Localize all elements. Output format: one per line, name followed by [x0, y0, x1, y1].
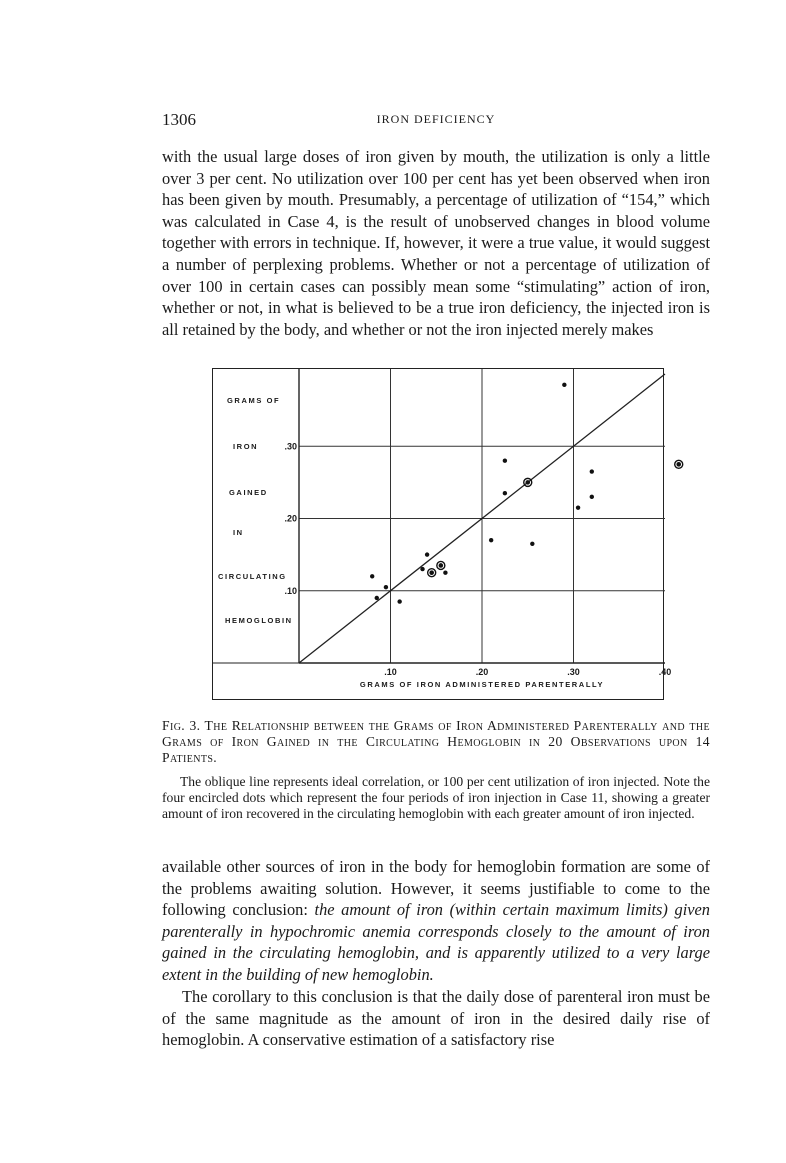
body-paragraph-1: with the usual large doses of iron given by mouth, the utilization is only a little over 3 per cent. No utilization over 100 per cent has yet been observed when iron has been given by mouth. Presumably, a percentage of utilization of “154,” which was calculated in Case 4, is the result of unobserved changes in blood volume together with errors in technique. If, however, it were a true value, it would suggest a number of perplexing problems. Whether or not a percentage of utilization of over 100 in certain cases can possibly mean some “stimulating” action of iron, whether or not, in what is believed to be a true iron deficiency, the injected iron is all retained by the body, and whether or not the iron injected merely makes	[162, 147, 710, 339]
page-header	[162, 110, 710, 132]
data-point	[370, 574, 374, 578]
data-point	[576, 505, 580, 509]
figure-3-chart	[212, 368, 672, 700]
data-point	[425, 552, 429, 556]
data-point	[590, 495, 594, 499]
y-tick-label: .10	[284, 585, 297, 596]
encircled-data-point	[429, 570, 434, 575]
data-point	[590, 469, 594, 473]
encircled-data-point	[676, 462, 681, 467]
y-tick-label: .30	[284, 441, 297, 452]
conclusion-italic: the amount of iron (within certain maximum limits) given parenterally in hypochromic anemia corresponds closely to the amount of iron gained in the circulating hemoglobin, and is apparently utilized to a very large extent in the building of new hemoglobin.	[162, 900, 710, 984]
paragraph-2-text: available other sources of iron in the body for hemoglobin formation are some of the problems awaiting solution. However, it seems justifiable to come to the following conclusion:	[162, 857, 710, 920]
data-point	[530, 542, 534, 546]
x-tick-label: .40	[658, 667, 672, 677]
body-paragraph-2	[162, 856, 710, 986]
y-axis-label-line: GRAMS OF	[227, 396, 281, 405]
data-point	[562, 383, 566, 387]
data-point	[503, 491, 507, 495]
y-axis-label-line: GAINED	[229, 488, 268, 497]
x-axis-label: GRAMS OF IRON ADMINISTERED PARENTERALLY	[359, 680, 605, 689]
y-axis-label-line: IRON	[233, 442, 259, 451]
page-number: 1306	[162, 110, 196, 129]
data-point	[489, 538, 493, 542]
body-paragraph-3: The corollary to this conclusion is that the daily dose of parenteral iron must be of the same magnitude as the amount of iron in the desired daily rise of hemoglobin. A conservative estimation of a satisfactory rise	[162, 987, 710, 1050]
scatter-plot	[213, 369, 672, 701]
y-tick-label: .20	[284, 513, 297, 524]
running-title: IRON DEFICIENCY	[376, 112, 496, 126]
data-point	[420, 567, 424, 571]
y-axis-label-line: HEMOGLOBIN	[225, 616, 293, 625]
x-tick-label: .30	[567, 667, 580, 677]
y-axis-label-line: CIRCULATING	[218, 572, 287, 581]
x-tick-label: .20	[475, 667, 489, 677]
data-point	[443, 570, 447, 574]
data-point	[384, 585, 388, 589]
y-axis-label-line: IN	[233, 528, 244, 537]
data-point	[375, 596, 379, 600]
data-point	[397, 599, 401, 603]
figure-caption-title: Fig. 3. The Relationship between the Grams of Iron Administered Parenterally and the Grams of Iron Gained in the Circulating Hemoglobin in 20 Observations upon 14 Patients.	[162, 718, 710, 766]
data-point	[503, 459, 507, 463]
encircled-data-point	[525, 480, 530, 485]
x-tick-label: .10	[384, 667, 397, 677]
encircled-data-point	[439, 563, 444, 568]
figure-caption-text: The oblique line represents ideal correlation, or 100 per cent utilization of iron injected. Note the four encircled dots which represent the four periods of iron injection in Case 11, showing a greater amount of iron recovered in the circulating hemoglobin with each greater amount of iron injected.	[162, 774, 710, 822]
